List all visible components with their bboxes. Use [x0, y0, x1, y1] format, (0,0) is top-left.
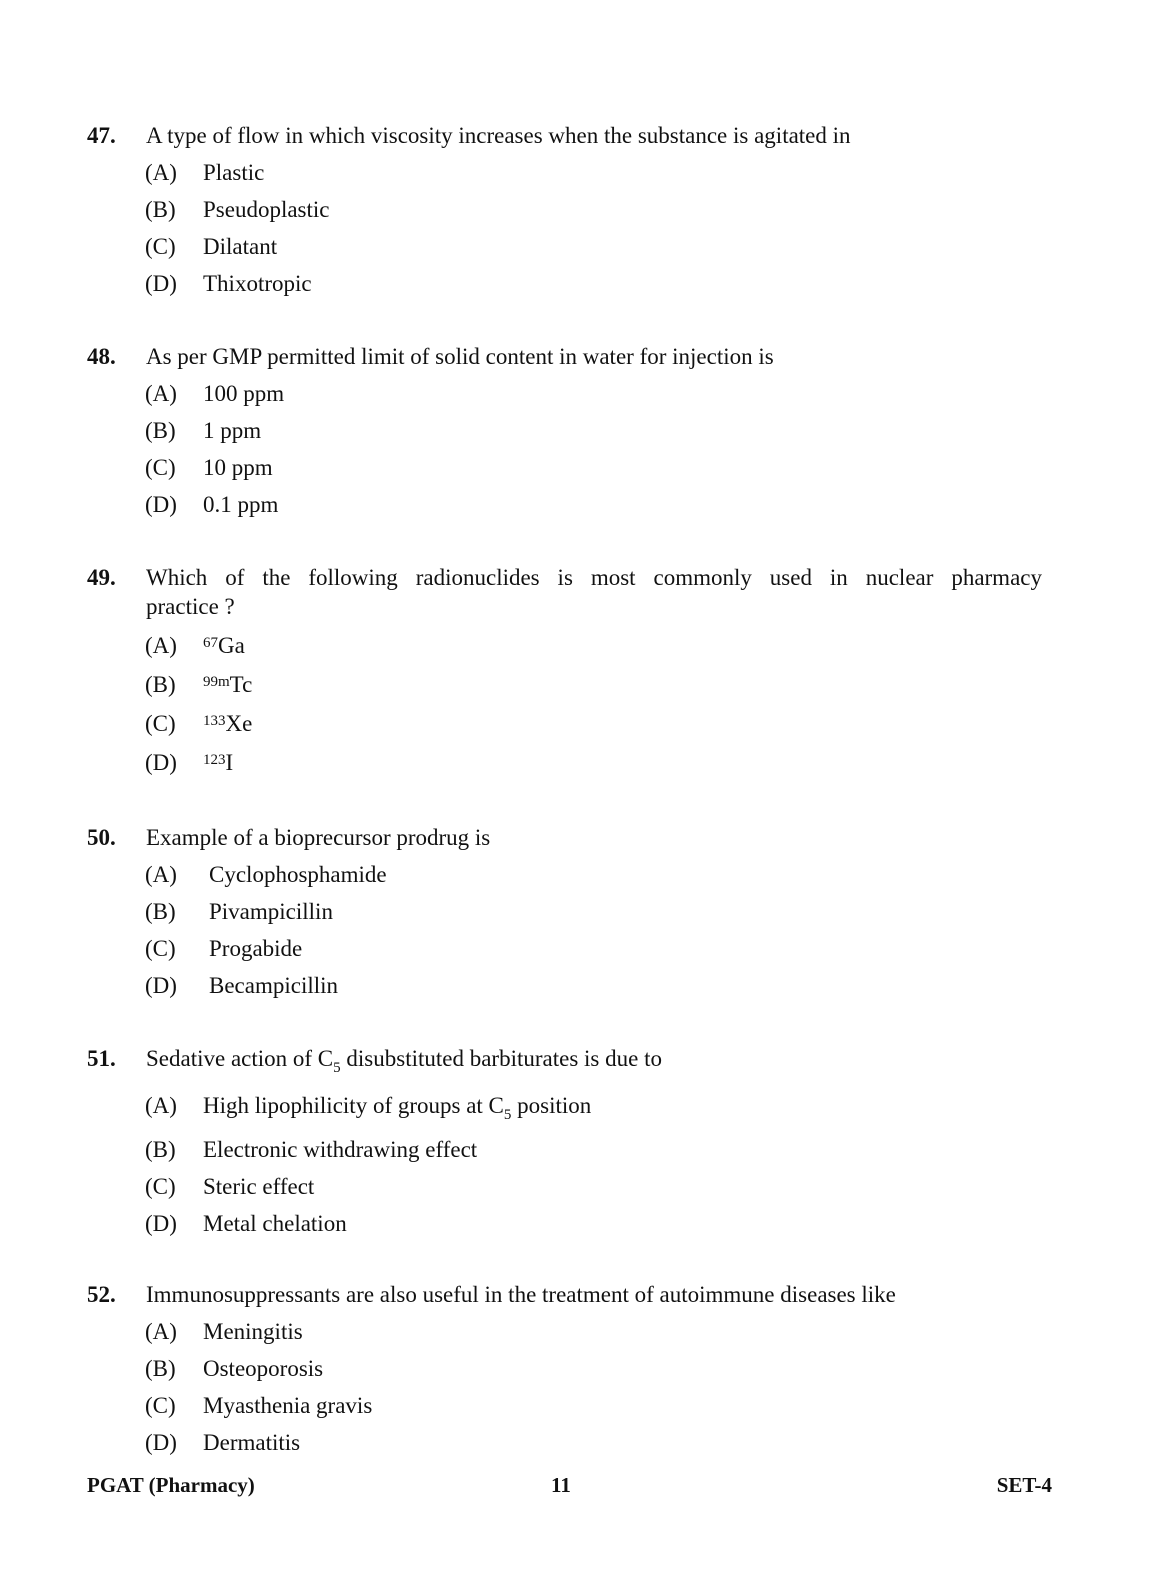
option-label: (C) — [145, 1393, 176, 1418]
option-text: Metal chelation — [203, 1211, 347, 1236]
option-b[interactable] — [145, 1354, 1042, 1391]
option-d[interactable] — [145, 1209, 1042, 1246]
option-text: 100 ppm — [203, 381, 285, 406]
option-text: Thixotropic — [203, 271, 312, 296]
question-number: 47. — [87, 123, 116, 148]
option-c[interactable] — [145, 934, 1042, 971]
option-label: (C) — [145, 936, 176, 961]
option-text: 10 ppm — [203, 455, 273, 480]
option-a[interactable] — [145, 631, 1042, 670]
question-47 — [87, 121, 1042, 306]
option-text: Becampicillin — [209, 973, 339, 998]
option-d[interactable] — [145, 748, 1042, 787]
option-label: (C) — [145, 711, 176, 736]
option-text — [203, 631, 245, 661]
option-text: Dilatant — [203, 234, 278, 259]
option-text: Steric effect — [203, 1174, 315, 1199]
question-number: 48. — [87, 344, 116, 369]
option-label: (C) — [145, 1174, 176, 1199]
question-52 — [87, 1280, 1042, 1465]
element-symbol: Tc — [229, 672, 253, 697]
footer-set-label: SET-4 — [996, 1473, 1052, 1497]
option-label: (D) — [145, 271, 177, 296]
option-a[interactable] — [145, 860, 1042, 897]
element-symbol: Ga — [218, 633, 245, 658]
option-a[interactable] — [145, 1091, 1042, 1135]
question-text: Immunosuppressants are also useful in the treatment of autoimmune diseases like — [146, 1282, 896, 1307]
option-text: Pivampicillin — [209, 899, 333, 924]
option-text: Progabide — [209, 936, 303, 961]
question-number: 49. — [87, 565, 116, 590]
option-text: 1 ppm — [203, 418, 262, 443]
footer-exam-title: PGAT (Pharmacy) — [87, 1473, 255, 1497]
subscript: 5 — [333, 1060, 341, 1076]
option-d[interactable] — [145, 490, 1042, 527]
question-number: 52. — [87, 1282, 116, 1307]
option-label: (D) — [145, 1211, 177, 1236]
option-text: 0.1 ppm — [203, 492, 279, 517]
option-label: (B) — [145, 899, 176, 924]
option-text — [203, 709, 252, 739]
question-number: 50. — [87, 825, 116, 850]
question-text: Example of a bioprecursor prodrug is — [146, 825, 491, 850]
option-c[interactable] — [145, 1391, 1042, 1428]
isotope-mass: 67 — [203, 635, 218, 651]
option-label: (A) — [145, 1093, 177, 1118]
option-b[interactable] — [145, 897, 1042, 934]
option-d[interactable] — [145, 971, 1042, 1008]
footer-page-number: 11 — [551, 1473, 571, 1497]
question-50 — [87, 823, 1042, 1008]
option-text: Osteoporosis — [203, 1356, 324, 1381]
question-49 — [87, 563, 1042, 787]
option-label: (C) — [145, 234, 176, 259]
option-b[interactable] — [145, 195, 1042, 232]
element-symbol: Xe — [225, 711, 253, 736]
option-label: (B) — [145, 418, 176, 443]
isotope-mass: 123 — [203, 752, 226, 768]
option-label: (A) — [145, 862, 177, 887]
option-label: (D) — [145, 1430, 177, 1455]
option-text — [203, 748, 233, 778]
option-d[interactable] — [145, 269, 1042, 306]
option-c[interactable] — [145, 1172, 1042, 1209]
option-label: (B) — [145, 197, 176, 222]
option-a[interactable] — [145, 158, 1042, 195]
question-text: Sedative action of $C_5$ disubstituted barbiturates is due to — [146, 1046, 662, 1076]
option-label: (C) — [145, 455, 176, 480]
option-text — [203, 670, 252, 700]
option-text: High lipophilicity of groups at $C_5$ position — [203, 1093, 592, 1123]
question-number: 51. — [87, 1046, 116, 1071]
question-text: As per GMP permitted limit of solid content in water for injection is — [146, 344, 774, 369]
option-c[interactable] — [145, 709, 1042, 748]
option-text: Dermatitis — [203, 1430, 301, 1455]
option-label: (B) — [145, 1137, 176, 1162]
question-text-line-1: Which of the following radionuclides is most commonly used in nuclear pharmacy — [146, 565, 1042, 590]
element-symbol: I — [225, 750, 234, 775]
option-text: Pseudoplastic — [203, 197, 330, 222]
option-label: (B) — [145, 672, 176, 697]
subscript: 5 — [503, 1107, 512, 1123]
option-label: (A) — [145, 633, 177, 658]
option-label: (A) — [145, 160, 177, 185]
option-label: (A) — [145, 381, 177, 406]
question-text: A type of flow in which viscosity increases when the substance is agitated in — [146, 123, 851, 148]
option-label: (A) — [145, 1319, 177, 1344]
option-b[interactable] — [145, 670, 1042, 709]
option-b[interactable] — [145, 416, 1042, 453]
option-a[interactable] — [145, 1317, 1042, 1354]
option-label: (B) — [145, 1356, 176, 1381]
option-label: (D) — [145, 750, 177, 775]
isotope-mass: 99m — [203, 674, 230, 690]
option-c[interactable] — [145, 232, 1042, 269]
question-51 — [87, 1044, 1042, 1246]
option-text: Meningitis — [203, 1319, 303, 1344]
option-text: Myasthenia gravis — [203, 1393, 373, 1418]
option-c[interactable] — [145, 453, 1042, 490]
question-text-line-2: practice ? — [146, 594, 235, 619]
option-label: (D) — [145, 973, 177, 998]
isotope-mass: 133 — [203, 713, 226, 729]
option-text: Cyclophosphamide — [209, 862, 387, 887]
option-a[interactable] — [145, 379, 1042, 416]
option-d[interactable] — [145, 1428, 1042, 1465]
option-text: Electronic withdrawing effect — [203, 1137, 478, 1162]
option-text: Plastic — [203, 160, 265, 185]
option-b[interactable] — [145, 1135, 1042, 1172]
question-48 — [87, 342, 1042, 527]
option-label: (D) — [145, 492, 177, 517]
